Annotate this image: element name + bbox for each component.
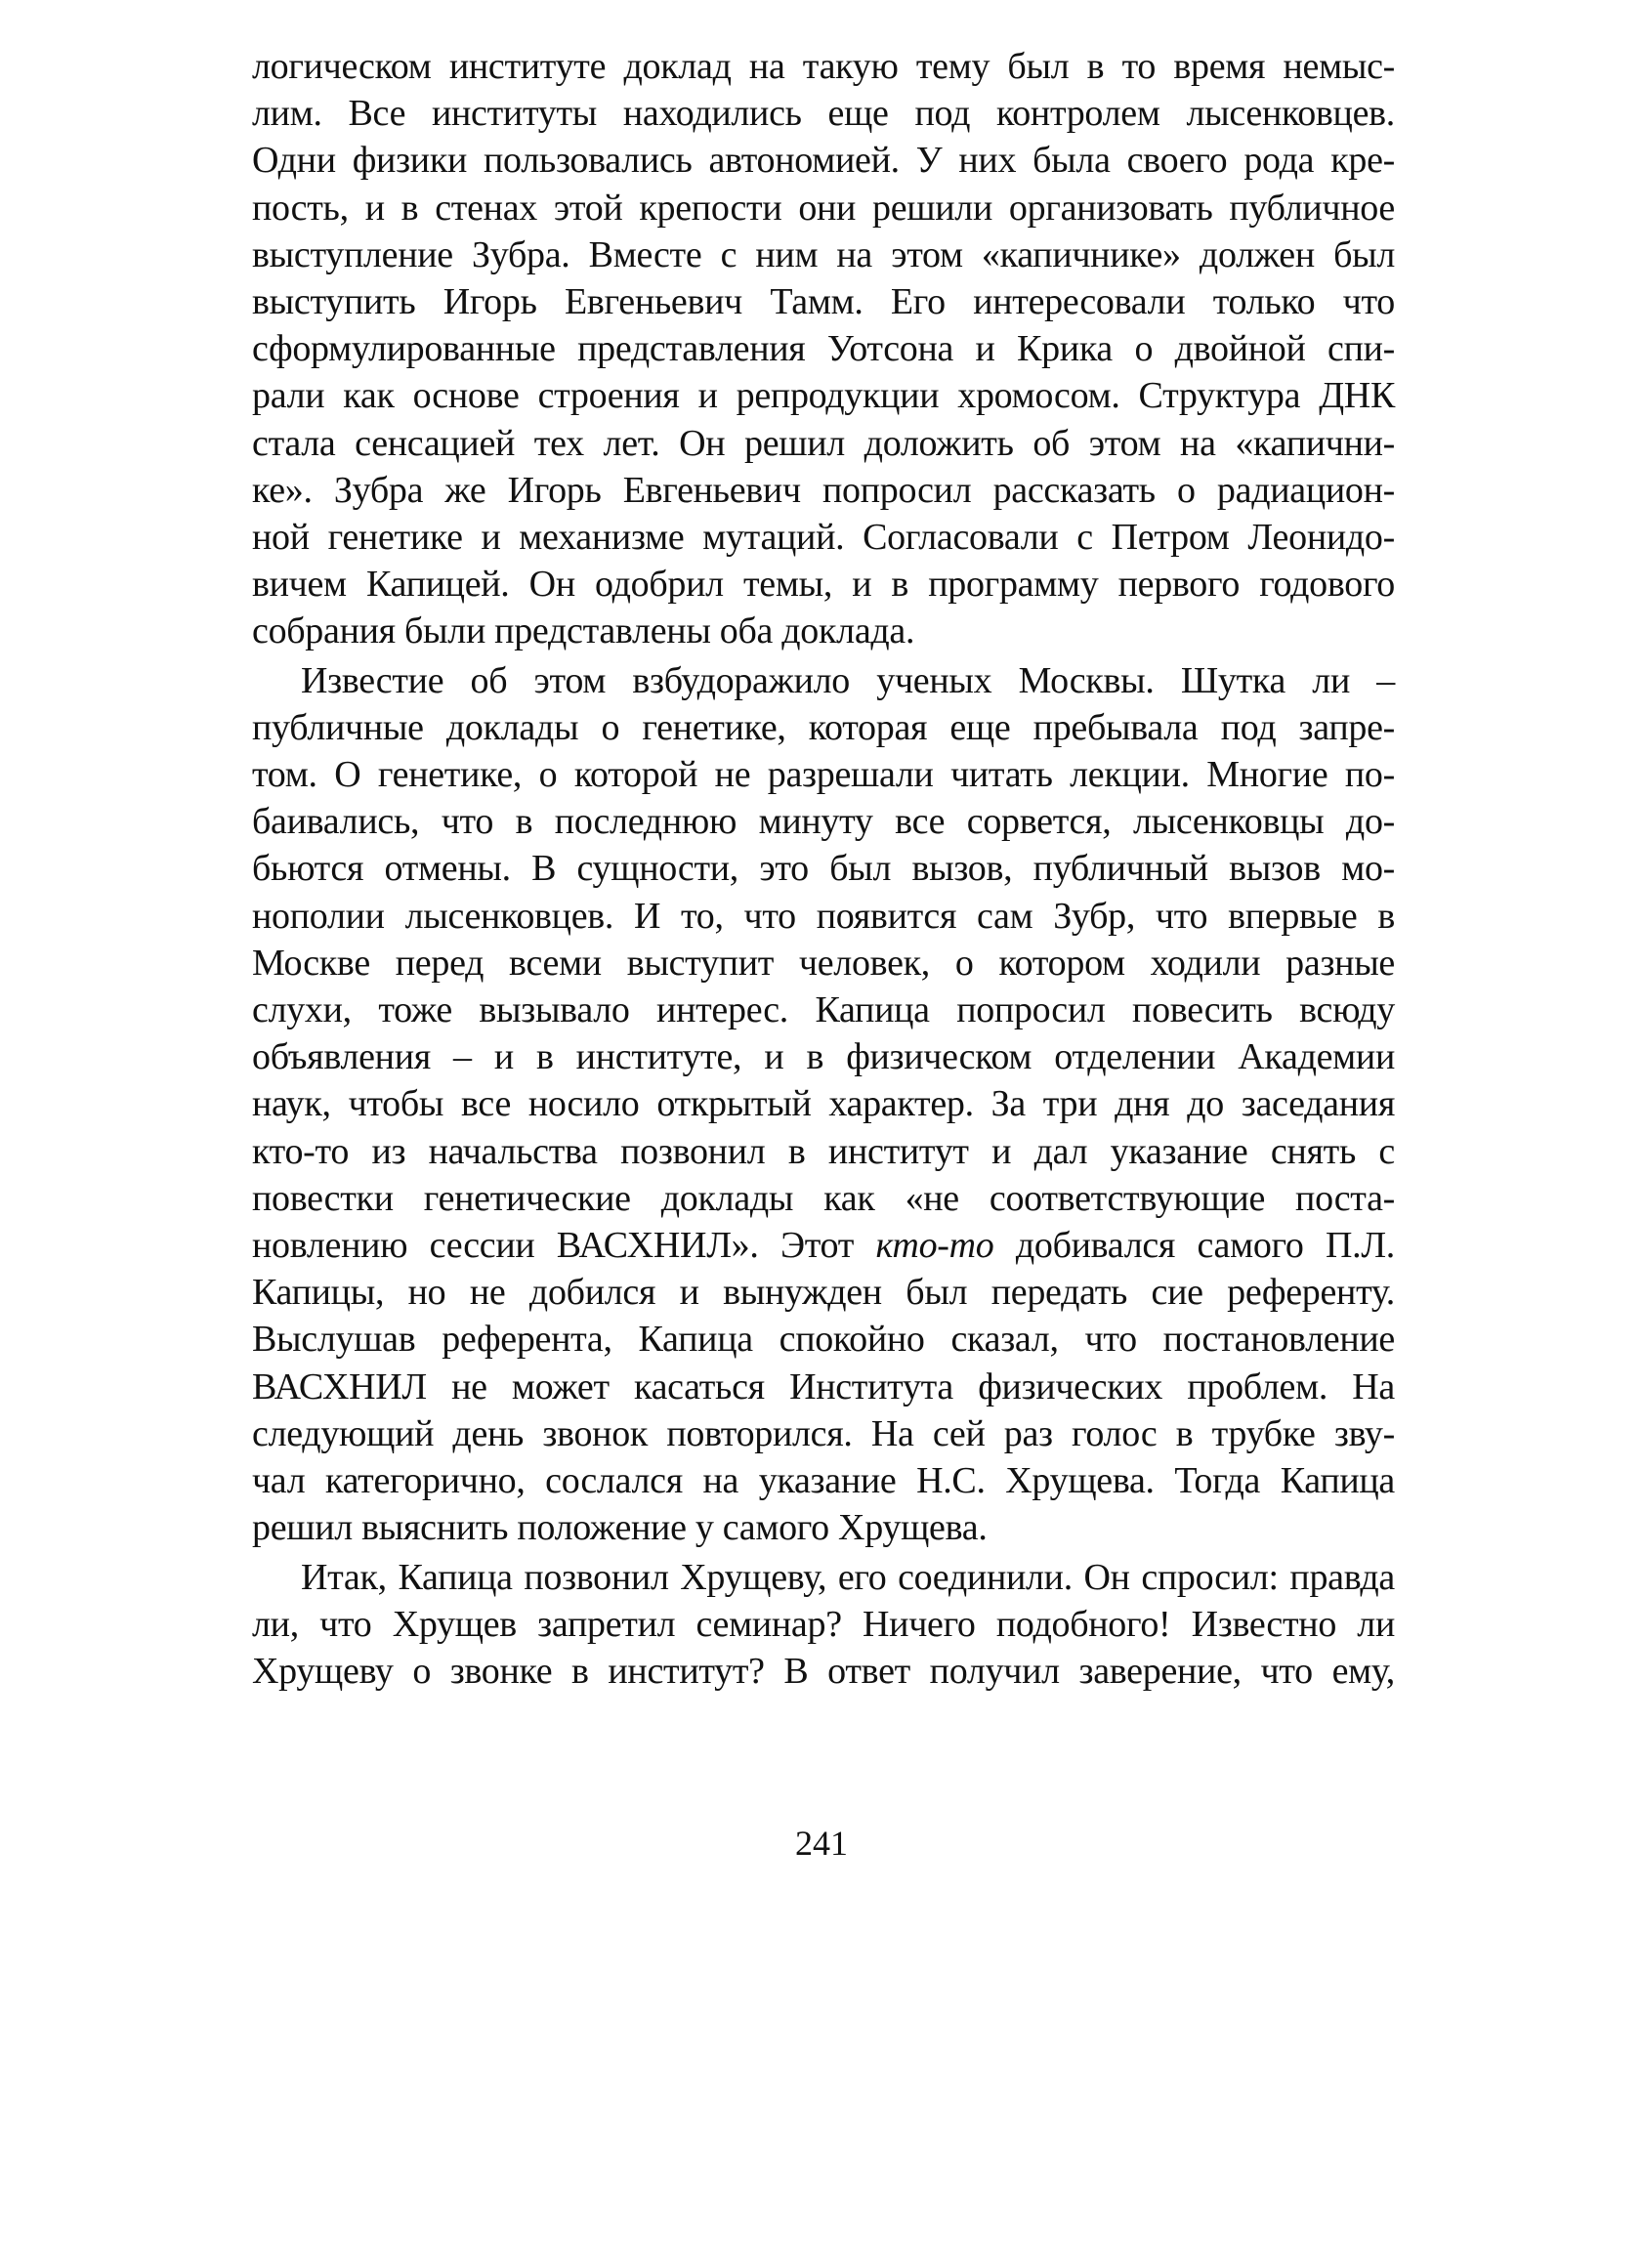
text-line: ке». Зубра же Игорь Евгеньевич попросил рассказать о радиацион- (252, 469, 1395, 511)
text-line: бьются отмены. В сущности, это был вызов, публичный вызов мо- (252, 848, 1395, 890)
text-segment: новлению сессии ВАСХНИЛ». Этот (252, 1225, 876, 1267)
text-line: выступить Игорь Евгеньевич Тамм. Его интересовали только что (252, 281, 1395, 323)
body-text (252, 43, 1395, 1695)
text-line: чал категорично, сослался на указание Н.С. Хрущева. Тогда Капица (252, 1460, 1395, 1502)
italic-emphasis: кто-то (875, 1225, 994, 1267)
text-line: слухи, тоже вызывало интерес. Капица попросил повесить всюду (252, 989, 1395, 1031)
text-line: ВАСХНИЛ не может касаться Института физических проблем. На (252, 1365, 1395, 1407)
text-line: ной генетике и механизме мутаций. Согласовали с Петром Леонидо- (252, 517, 1395, 559)
text-line: ли, что Хрущев запретил семинар? Ничего подобного! Известно ли (252, 1603, 1395, 1645)
text-line: кто-то из начальства позвонил в институт и дал указание снять с (252, 1130, 1395, 1172)
text-line: наук, чтобы все носило открытый характер. За три дня до заседания (252, 1083, 1395, 1125)
text-line: публичные доклады о генетике, которая еще пребывала под запре- (252, 706, 1395, 748)
paragraph-3 (252, 1554, 1395, 1696)
text-line: нополии лысенковцев. И то, что появится сам Зубр, что впервые в (252, 895, 1395, 937)
text-line: решил выяснить положение у самого Хрущева. (252, 1507, 988, 1549)
text-line: логическом институте доклад на такую тему был в то время немыс- (252, 46, 1395, 87)
text-line: стала сенсацией тех лет. Он решил доложить об этом на «капични- (252, 422, 1395, 464)
text-line: рали как основе строения и репродукции хромосом. Структура ДНК (252, 375, 1395, 417)
text-line: Хрущеву о звонке в институт? В ответ получил заверение, что ему, (252, 1650, 1395, 1692)
text-line: том. О генетике, о которой не разрешали читать лекции. Многие по- (252, 754, 1395, 796)
text-line: Известие об этом взбудоражило ученых Москвы. Шутка ли – (301, 659, 1395, 701)
text-segment: добивался самого П.Л. (993, 1225, 1395, 1267)
text-line: Москве перед всеми выступит человек, о котором ходили разные (252, 942, 1395, 984)
text-line: пость, и в стенах этой крепости они решили организовать публичное (252, 187, 1395, 229)
text-line: повестки генетические доклады как «не соответствующие поста- (252, 1177, 1395, 1219)
text-line: объявления – и в институте, и в физическом отделении Академии (252, 1036, 1395, 1078)
text-line: выступление Зубра. Вместе с ним на этом «капичнике» должен был (252, 233, 1395, 275)
text-line: баивались, что в последнюю минуту все сорвется, лысенковцы до- (252, 801, 1395, 843)
text-line: вичем Капицей. Он одобрил темы, и в программу первого годового (252, 564, 1395, 606)
text-line: лим. Все институты находились еще под контролем лысенковцев. (252, 93, 1395, 135)
page-number: 241 (795, 1824, 848, 1863)
text-line: Выслушав референта, Капица спокойно сказал, что постановление (252, 1319, 1395, 1361)
text-line: Одни физики пользовались автономией. У них была своего рода кре- (252, 140, 1395, 182)
text-line: следующий день звонок повторился. На сей раз голос в трубке зву- (252, 1412, 1395, 1454)
paragraph-2 (252, 657, 1395, 1552)
text-line: сформулированные представления Уотсона и Крика о двойной спи- (252, 328, 1395, 370)
text-line: Итак, Капица позвонил Хрущеву, его соединили. Он спросил: правда (301, 1556, 1395, 1598)
paragraph-1 (252, 43, 1395, 655)
text-line: собрания были представлены оба доклада. (252, 610, 915, 652)
text-line: Капицы, но не добился и вынужден был передать сие референту. (252, 1272, 1395, 1314)
text-line-mixed (252, 1222, 1395, 1269)
